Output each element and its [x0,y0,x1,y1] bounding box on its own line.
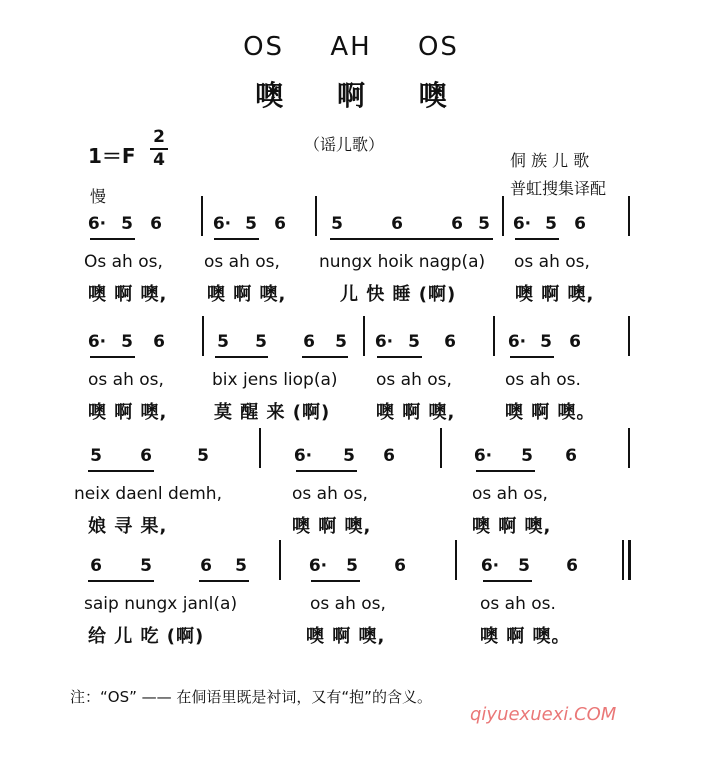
title-romanized [0,32,702,62]
note: 5 [140,556,152,576]
note: 6· [293,446,313,466]
bar-line [455,540,457,580]
note: 6· [374,332,394,352]
note: 6 [150,214,162,234]
lyric-chinese: 噢 啊 噢, [292,516,372,537]
lyric-chinese: 噢 啊 噢, [376,402,456,423]
beam-line [515,238,559,240]
lyric-chinese: 莫 醒 来 (啊) [214,402,331,423]
lyric-romanized: nungx hoik nagp(a) [319,252,486,272]
note: 6· [87,214,107,234]
lyric-chinese: 噢 啊 噢。 [505,402,596,423]
lyric-romanized: saip nungx janl(a) [84,594,238,614]
lyric-romanized: neix daenl demh, [74,484,222,504]
note: 5 [197,446,209,466]
footnote: 注：“OS” —— 在侗语里既是衬词，又有“抱”的含义。 [70,688,432,706]
note: 5 [335,332,347,352]
tempo-marking: 慢 [90,187,107,206]
lyric-chinese: 噢 啊 噢, [88,402,168,423]
note: 5 [343,446,355,466]
bar-line [502,196,504,236]
credit-line-2: 普虹搜集译配 [510,179,607,198]
lyric-chinese: 噢 啊 噢, [306,626,386,647]
note: 5 [478,214,490,234]
lyric-romanized: os ah os, [310,594,386,614]
note: 6· [473,446,493,466]
note: 5 [518,556,530,576]
lyric-romanized: os ah os, [292,484,368,504]
title-char: 啊 [336,79,365,112]
lyric-romanized: Os ah os, [84,252,163,272]
title-word: AH [330,32,372,62]
beam-line [311,580,360,582]
note: 5 [545,214,557,234]
lyric-chinese: 娘 寻 果, [88,516,168,537]
note: 6 [140,446,152,466]
note: 5 [121,332,133,352]
note: 5 [540,332,552,352]
title-char: 噢 [255,79,284,112]
note: 6· [507,332,527,352]
note: 6· [480,556,500,576]
beam-line [483,580,532,582]
note: 6 [574,214,586,234]
note: 5 [217,332,229,352]
lyric-chinese: 噢 啊 噢, [88,284,168,305]
note: 5 [521,446,533,466]
lyric-chinese: 噢 啊 噢, [472,516,552,537]
bar-line [259,428,261,468]
end-bar-line [628,316,630,356]
bar-line [279,540,281,580]
bar-line [493,316,495,356]
lyric-romanized: os ah os, [376,370,452,390]
note: 6 [391,214,403,234]
title-word: OS [417,32,459,62]
end-bar-line [628,196,630,236]
bar-line [363,316,365,356]
bar-line [440,428,442,468]
beam-line [199,580,249,582]
note: 6· [308,556,328,576]
beam-line [215,356,268,358]
note: 5 [331,214,343,234]
bar-line [315,196,317,236]
title-word: OS [243,32,285,62]
time-signature [148,128,170,170]
note: 6 [383,446,395,466]
note: 6 [274,214,286,234]
lyric-chinese: 儿 快 睡 (啊) [340,284,457,305]
note: 5 [245,214,257,234]
beam-line [296,470,357,472]
note: 6 [394,556,406,576]
lyric-romanized: os ah os. [505,370,581,390]
final-bar-line [628,540,631,580]
note: 6 [444,332,456,352]
end-bar-line [622,540,624,580]
lyric-romanized: bix jens liop(a) [212,370,338,390]
lyric-romanized: os ah os, [88,370,164,390]
note: 6 [451,214,463,234]
note: 5 [121,214,133,234]
beam-line [90,238,135,240]
time-numerator: 2 [153,127,165,147]
beam-line [88,580,154,582]
note: 6 [569,332,581,352]
end-bar-line [628,428,630,468]
note: 6· [212,214,232,234]
note: 6 [565,446,577,466]
watermark: qiyuexuexi.COM [470,704,617,725]
lyric-romanized: os ah os, [472,484,548,504]
note: 5 [235,556,247,576]
note: 6· [512,214,532,234]
note: 5 [346,556,358,576]
lyric-romanized: os ah os, [514,252,590,272]
beam-line [330,238,493,240]
beam-line [476,470,535,472]
lyric-chinese: 噢 啊 噢, [207,284,287,305]
note: 5 [255,332,267,352]
time-denominator: 4 [153,150,165,170]
lyric-romanized: os ah os, [204,252,280,272]
note: 6 [566,556,578,576]
lyric-chinese: 给 儿 吃 (啊) [88,626,205,647]
beam-line [90,356,135,358]
beam-line [377,356,422,358]
bar-line [201,196,203,236]
note: 6 [303,332,315,352]
title-chinese [0,74,702,114]
key-signature: 1＝F [88,144,136,168]
beam-line [214,238,259,240]
note: 6 [200,556,212,576]
beam-line [302,356,348,358]
title-char: 噢 [418,79,447,112]
note: 6 [153,332,165,352]
lyric-romanized: os ah os. [480,594,556,614]
credit-line-1: 侗 族 儿 歌 [510,151,590,170]
beam-line [510,356,554,358]
lyric-chinese: 噢 啊 噢。 [480,626,571,647]
note: 5 [90,446,102,466]
note: 6 [90,556,102,576]
note: 5 [408,332,420,352]
note: 6· [87,332,107,352]
lyric-chinese: 噢 啊 噢, [515,284,595,305]
bar-line [202,316,204,356]
beam-line [88,470,154,472]
genre-label: （谣儿歌） [304,135,385,154]
